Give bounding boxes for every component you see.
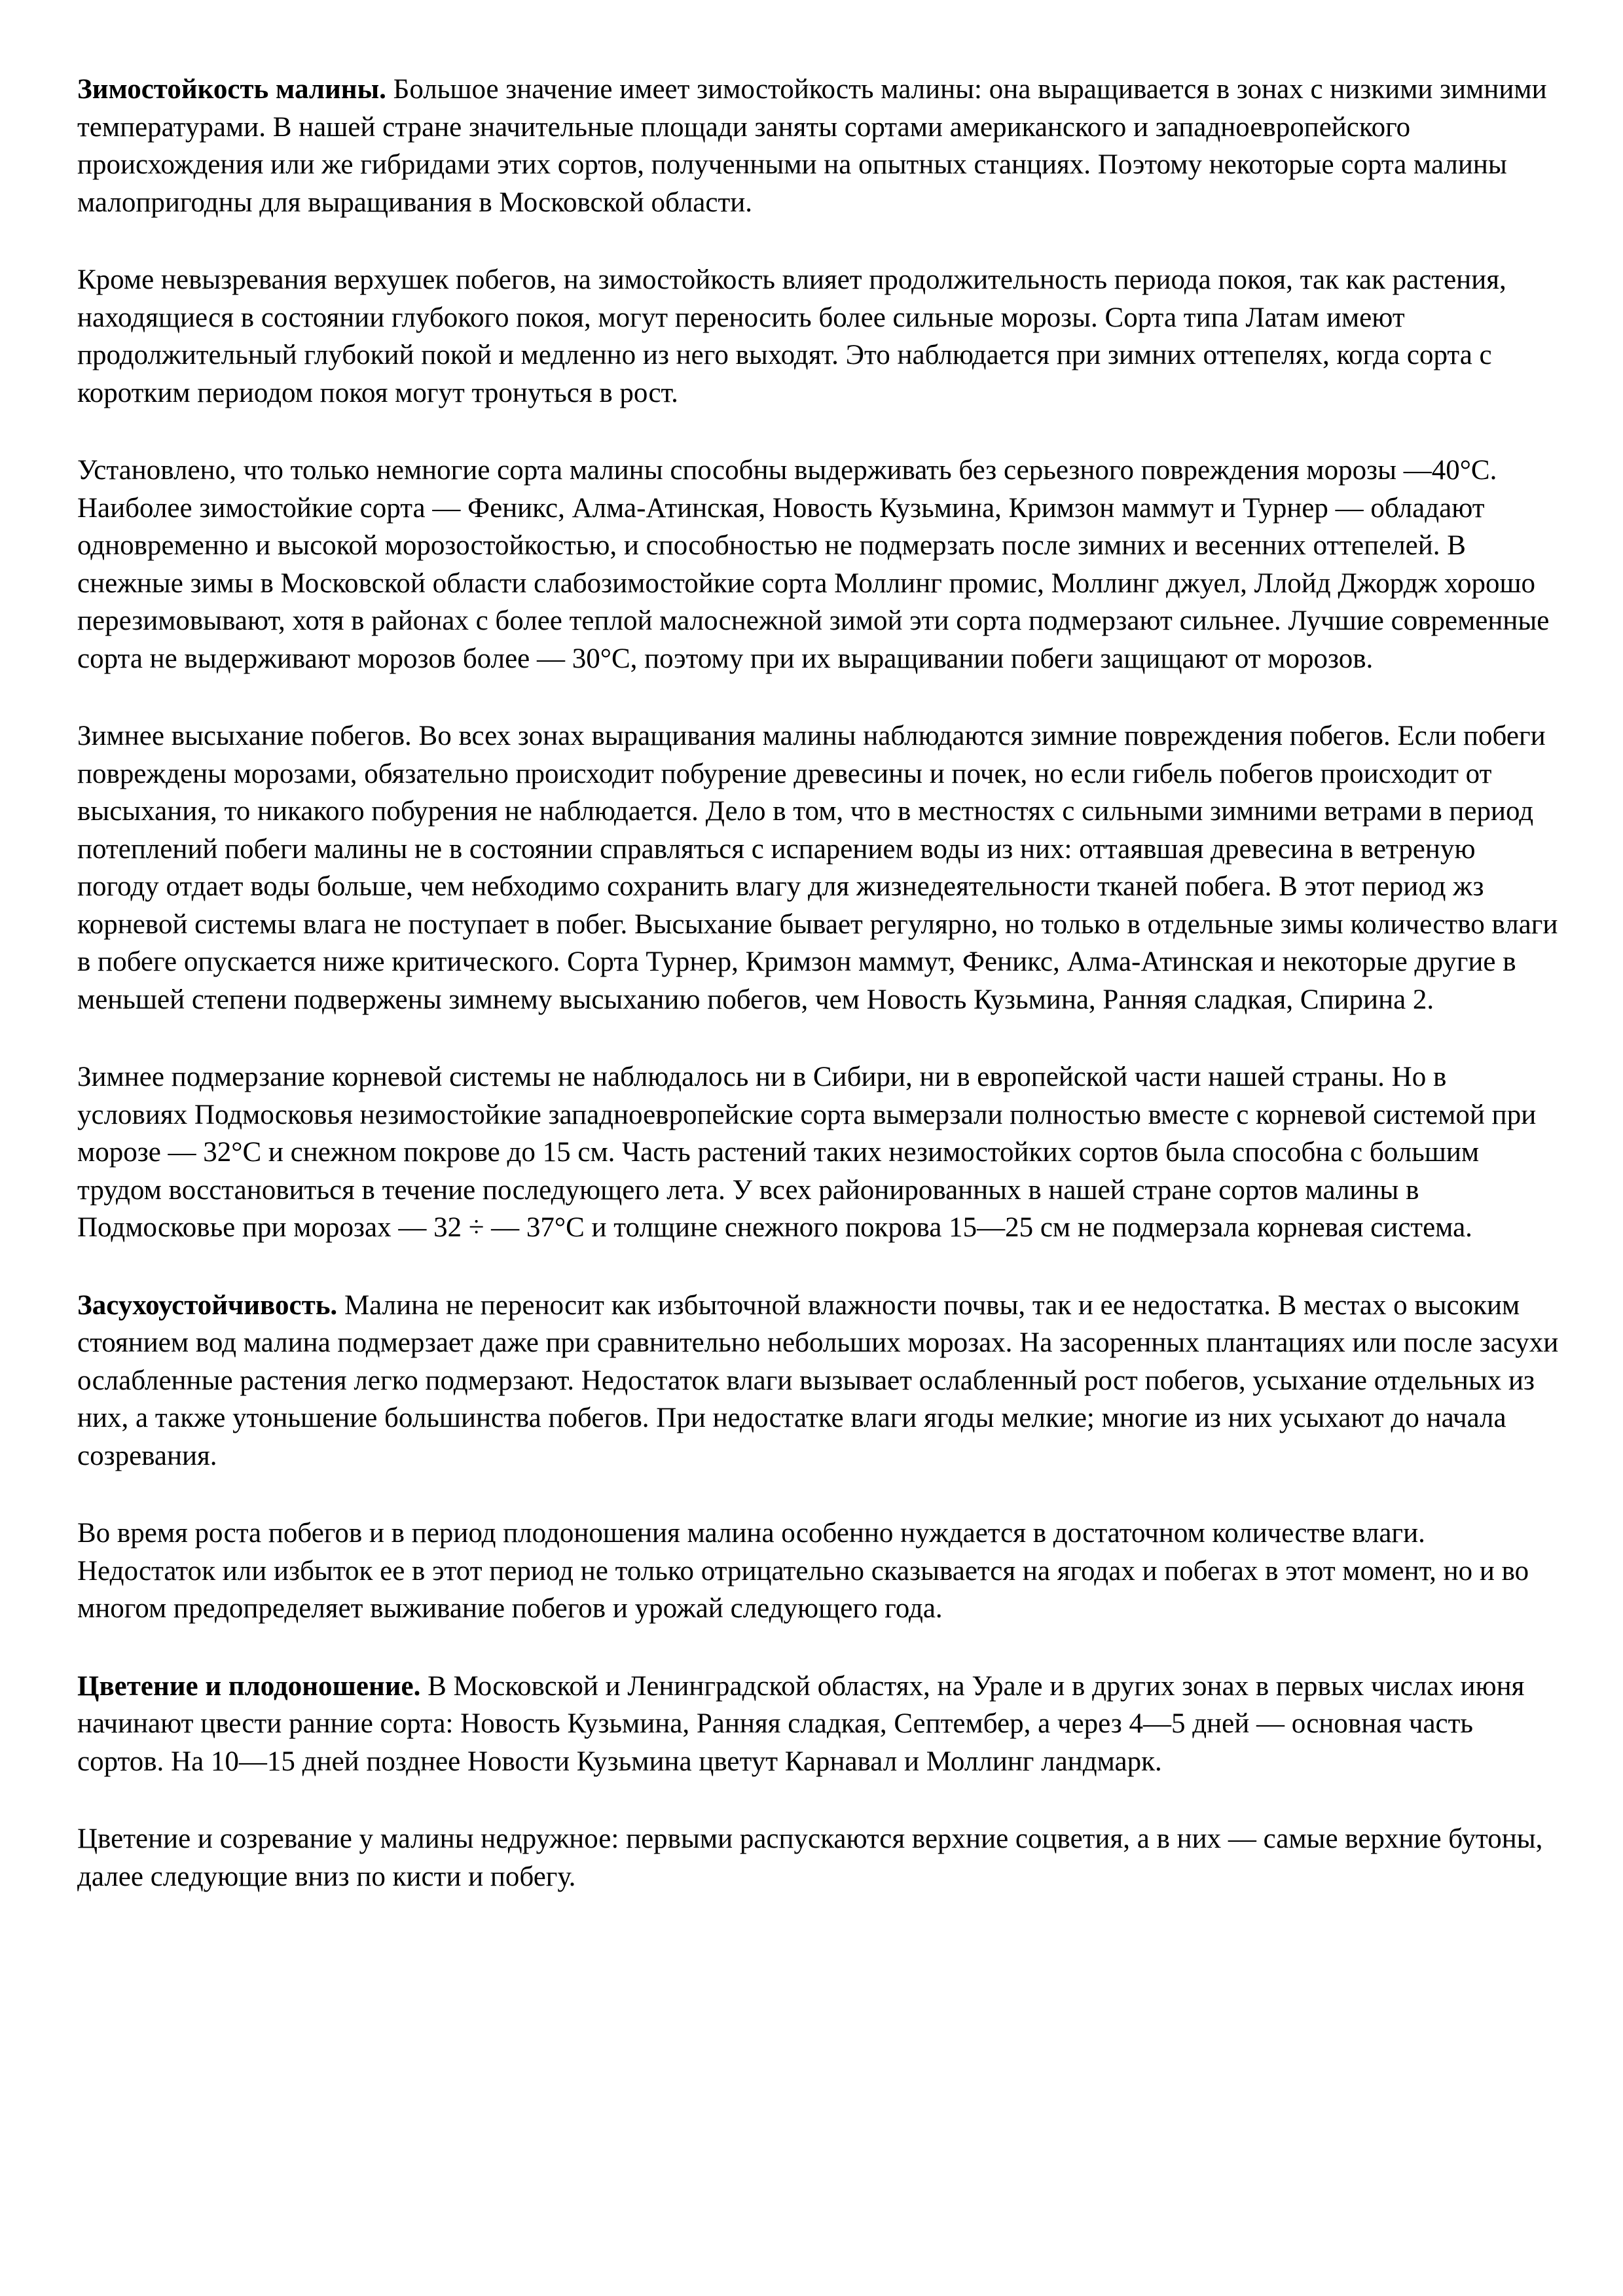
paragraph-drought-resistance [77,1287,1560,1475]
paragraph-heading: Зимостойкость малины. [77,74,386,105]
paragraph-text: Во время роста побегов и в период плодоношения малина особенно нуждается в достаточном количестве влаги. Недостаток или избыток ее в этот период не только отрицательно сказывается на ягодах и побегах в этот момент, но и во многом предопределяет выживание побегов и урожай следующего года. [77,1518,1529,1624]
paragraph-frost-resistance [77,452,1560,677]
paragraph-text: Большое значение имеет зимостойкость малины: она выращивается в зонах с низкими зимними температурами. В нашей стране значительные площади заняты сортами американского и западноевропейского происхождения или же гибридами этих сортов, полученными на опытных станциях. Поэтому некоторые сорта малины малопригодны для выращивания в Московской области. [77,74,1547,218]
paragraph-root-freezing [77,1058,1560,1247]
paragraph-heading: Цветение и плодоношение. [77,1670,421,1702]
paragraph-text: Цветение и созревание у малины недружное: первыми распускаются верхние соцветия, а в них — самые верхние бутоны, далее следующие вниз по кисти и побегу. [77,1823,1543,1892]
paragraph-winter-drying [77,717,1560,1018]
paragraph-flowering-fruiting [77,1668,1560,1781]
paragraph-heading: Засухоустойчивость. [77,1289,338,1321]
paragraph-text: Зимнее подмерзание корневой системы не наблюдалось ни в Сибири, ни в европейской части нашей страны. Но в условиях Подмосковья незимостойкие западноевропейские сорта вымерзали полностью вместе с корневой системой при морозе — 32°С и снежном покрове до 15 см. Часть растений таких незимостойких сортов была способна с большим трудом восстановиться в течение последующего лета. У всех районированных в нашей стране сортов малины в Подмосковье при морозах — 32 ÷ — 37°С и толщине снежного покрова 15—25 см не подмерзала корневая система. [77,1062,1537,1243]
paragraph-text: В Московской и Ленинградской областях, на Урале и в других зонах в первых числах июня начинают цвести ранние сорта: Новость Кузьмина, Ранняя сладкая, Септембер, а через 4—5 дней — основная часть сортов. На 10—15 дней позднее Новости Кузьмина цветут Карнавал и Моллинг ландмарк. [77,1670,1525,1777]
document-page [77,71,1560,1935]
paragraph-text: Зимнее высыхание побегов. Во всех зонах выращивания малины наблюдаются зимние повреждения побегов. Если побеги повреждены морозами, обязательно происходит побурение древесины и почек, но если гибель побегов происходит от высыхания, то никакого побурения не наблюдается. Дело в том, что в местностях с сильными зимними ветрами в период потеплений побеги малины не в состоянии справляться с испарением воды из них: оттаявшая древесина в ветреную погоду отдает воды больше, чем небходимо сохранить влагу для жизнедеятельности тканей побега. В этот период жз корневой системы влага не поступает в побег. Высыхание бывает регулярно, но только в отдельные зимы количество влаги в побеге опускается ниже критического. Сорта Турнер, Кримзон маммут, Феникс, Алма-Атинская и некоторые другие в меньшей степени подвержены зимнему высыханию побегов, чем Новость Кузьмина, Ранняя сладкая, Спирина 2. [77,721,1558,1015]
paragraph-dormancy [77,261,1560,412]
paragraph-winter-hardiness [77,71,1560,221]
paragraph-text: Кроме невызревания верхушек побегов, на зимостойкость влияет продолжительность периода покоя, так как растения, находящиеся в состоянии глубокого покоя, могут переносить более сильные морозы. Сорта типа Латам имеют продолжительный глубокий покой и медленно из него выходят. Это наблюдается при зимних оттепелях, когда сорта с коротким периодом покоя могут тронуться в рост. [77,264,1506,408]
paragraph-uneven-ripening [77,1820,1560,1895]
paragraph-text: Установлено, что только немногие сорта малины способны выдерживать без серьезного повреждения морозы —40°С. Наиболее зимостойкие сорта — Феникс, Алма-Атинская, Новость Кузьмина, Кримзон маммут и Турнер — обладают одновременно и высокой морозостойкостью, и способностью не подмерзать после зимних и весенних оттепелей. В снежные зимы в Московской области слабозимостойкие сорта Моллинг промис, Моллинг джуел, Ллойд Джордж хорошо перезимовывают, хотя в районах с более теплой малоснежной зимой эти сорта подмерзают сильнее. Лучшие современные сорта не выдерживают морозов более — 30°С, поэтому при их выращивании побеги защищают от морозов. [77,455,1550,674]
paragraph-text: Малина не переносит как избыточной влажности почвы, так и ее недостатка. В местах о высоким стоянием вод малина подмерзает даже при сравнительно небольших морозах. На засоренных плантациях или после засухи ослабленные растения легко подмерзают. Недостаток влаги вызывает ослабленный рост побегов, усыхание отдельных из них, а также утоньшение большинства побегов. При недостатке влаги ягоды мелкие; многие из них усыхают до начала созревания. [77,1289,1559,1471]
paragraph-moisture-needs [77,1515,1560,1628]
